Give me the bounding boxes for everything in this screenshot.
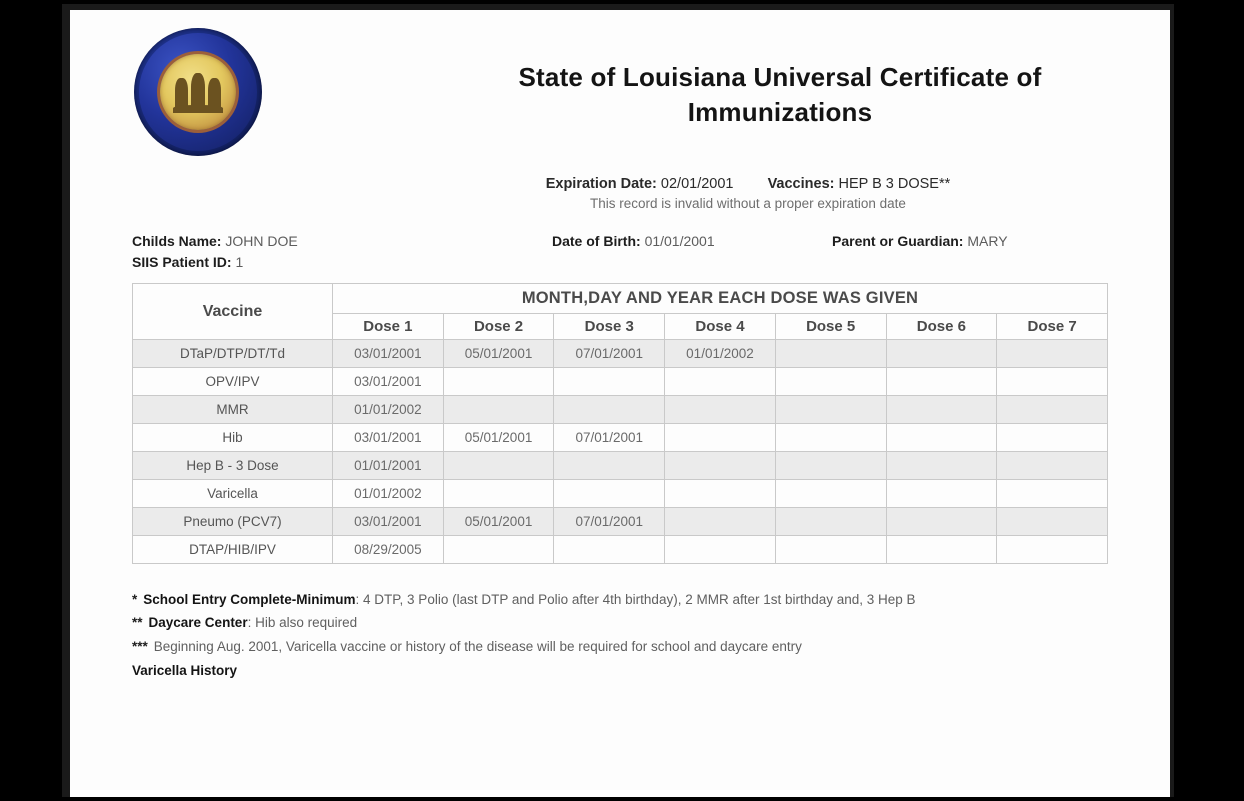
dose-date-cell [886,480,997,508]
patient-info-row-2 [132,254,1124,275]
immunization-table [132,283,1108,564]
vaccine-name-cell: Pneumo (PCV7) [133,508,333,536]
dose-date-cell [665,536,776,564]
dose-date-cell: 03/01/2001 [333,368,444,396]
dose-date-cell [443,368,554,396]
vaccine-name-cell: DTaP/DTP/DT/Td [133,340,333,368]
dose-date-cell: 01/01/2001 [333,452,444,480]
dose-date-cell [554,396,665,424]
page-title-line2: Immunizations [687,96,873,127]
expiration-line [370,176,1126,192]
page-title [400,60,1160,129]
footnote-3-text: Beginning Aug. 2001, Varicella vaccine or history of the disease will be required for school and daycare entry [153,638,802,654]
column-header-vaccine: Vaccine [133,284,333,340]
dose-date-cell: 08/29/2005 [333,536,444,564]
dose-date-cell: 07/01/2001 [554,340,665,368]
table-row [133,536,1108,564]
table-header-row-1 [133,284,1108,314]
dose-date-cell: 03/01/2001 [333,508,444,536]
dose-date-cell [886,424,997,452]
document-header [70,10,1170,160]
footnote-2-bold: Daycare Center [148,615,248,631]
dose-date-cell [997,536,1108,564]
seal-center [160,54,236,130]
childs-name-label: Childs Name: [132,233,222,249]
dose-date-cell: 01/01/2002 [333,396,444,424]
expiration-date-value: 02/01/2001 [660,176,734,192]
guardian-label: Parent or Guardian: [832,233,964,249]
patient-id-value: 1 [235,254,244,270]
dose-date-cell [997,508,1108,536]
table-row [133,396,1108,424]
dose-date-cell: 07/01/2001 [554,508,665,536]
table-row [133,368,1108,396]
document-frame [62,4,1174,797]
dose-date-cell: 05/01/2001 [443,340,554,368]
vaccine-name-cell: Varicella [133,480,333,508]
dose-date-cell [443,396,554,424]
table-row [133,452,1108,480]
dose-date-cell [775,368,886,396]
seal-figures [171,72,225,116]
footnote-marker-1: * [132,592,138,607]
vaccines-value: HEP B 3 DOSE** [838,176,951,192]
expiration-block [70,176,1170,211]
dose-date-cell [775,340,886,368]
dose-date-cell [443,452,554,480]
footnotes [132,590,1108,681]
column-header-dose-7: Dose 7 [997,314,1108,340]
seal-outer-ring [139,33,257,151]
dose-date-cell [665,508,776,536]
column-header-dose-3: Dose 3 [554,314,665,340]
dose-date-cell [775,452,886,480]
table-row [133,508,1108,536]
dose-date-cell [997,340,1108,368]
dose-date-cell: 03/01/2001 [333,424,444,452]
page-title-line1: State of Louisiana Universal Certificate of [518,62,1042,92]
dose-date-cell [886,368,997,396]
vaccine-name-cell: MMR [133,396,333,424]
dose-date-cell [443,536,554,564]
table-row [133,480,1108,508]
patient-id-field [132,254,243,270]
footnote-1-text: : 4 DTP, 3 Polio (last DTP and Polio after 4th birthday), 2 MMR after 1st birthday and, 3 Hep B [355,592,916,607]
dose-date-cell [997,452,1108,480]
dose-date-cell [665,452,776,480]
footnote-daycare [132,613,1108,633]
dose-date-cell [554,480,665,508]
certificate-page [70,10,1170,797]
date-of-birth-field [552,233,715,249]
table-row [133,424,1108,452]
patient-info-row-1 [132,233,1124,254]
patient-info [70,233,1170,277]
louisiana-state-seal-icon [134,28,262,156]
dose-date-cell [554,536,665,564]
dose-date-cell [775,480,886,508]
footnote-2-text: : Hib also required [247,615,358,631]
footnote-varicella-requirement [132,637,1108,657]
dose-date-cell: 01/01/2002 [333,480,444,508]
dose-date-cell [775,424,886,452]
table-body [133,340,1108,564]
dose-date-cell [443,480,554,508]
date-of-birth-value: 01/01/2001 [644,233,715,249]
column-header-dates-span: MONTH,DAY AND YEAR EACH DOSE WAS GIVEN [333,284,1108,314]
footnote-school-entry [132,590,1108,610]
dose-date-cell [665,480,776,508]
dose-date-cell [665,368,776,396]
table-head [133,284,1108,340]
column-header-dose-2: Dose 2 [443,314,554,340]
dose-date-cell [775,508,886,536]
guardian-field [832,233,1008,249]
dose-date-cell [886,508,997,536]
immunization-table-wrapper [132,283,1108,564]
column-header-dose-4: Dose 4 [665,314,776,340]
dose-date-cell [775,536,886,564]
dose-date-cell [665,424,776,452]
footnote-1-bold: School Entry Complete-Minimum [143,592,356,607]
vaccine-name-cell: DTAP/HIB/IPV [133,536,333,564]
childs-name-value: JOHN DOE [225,233,298,249]
dose-date-cell: 05/01/2001 [443,424,554,452]
childs-name-field [132,233,298,249]
varicella-history-label: Varicella History [132,662,238,678]
expiration-disclaimer: This record is invalid without a proper expiration date [590,196,906,211]
dose-date-cell: 05/01/2001 [443,508,554,536]
dose-date-cell [886,340,997,368]
vaccine-name-cell: OPV/IPV [133,368,333,396]
dose-date-cell [997,480,1108,508]
expiration-date-label: Expiration Date: [545,176,657,192]
column-header-dose-6: Dose 6 [886,314,997,340]
dose-date-cell: 03/01/2001 [333,340,444,368]
guardian-value: MARY [967,233,1008,249]
footnote-marker-3: *** [132,638,148,654]
column-header-dose-1: Dose 1 [333,314,444,340]
vaccine-name-cell: Hib [133,424,333,452]
footnote-marker-2: ** [132,615,143,631]
dose-date-cell [775,396,886,424]
dose-date-cell [886,452,997,480]
vaccines-label: Vaccines: [767,176,835,192]
dose-date-cell [997,368,1108,396]
dose-date-cell [997,396,1108,424]
dose-date-cell [554,452,665,480]
dose-date-cell [554,368,665,396]
vaccine-name-cell: Hep B - 3 Dose [133,452,333,480]
table-row [133,340,1108,368]
dose-date-cell [886,536,997,564]
column-header-dose-5: Dose 5 [775,314,886,340]
dose-date-cell [665,396,776,424]
dose-date-cell [997,424,1108,452]
dose-date-cell: 07/01/2001 [554,424,665,452]
patient-id-label: SIIS Patient ID: [132,254,232,270]
dose-date-cell [886,396,997,424]
dose-date-cell: 01/01/2002 [665,340,776,368]
date-of-birth-label: Date of Birth: [552,233,641,249]
